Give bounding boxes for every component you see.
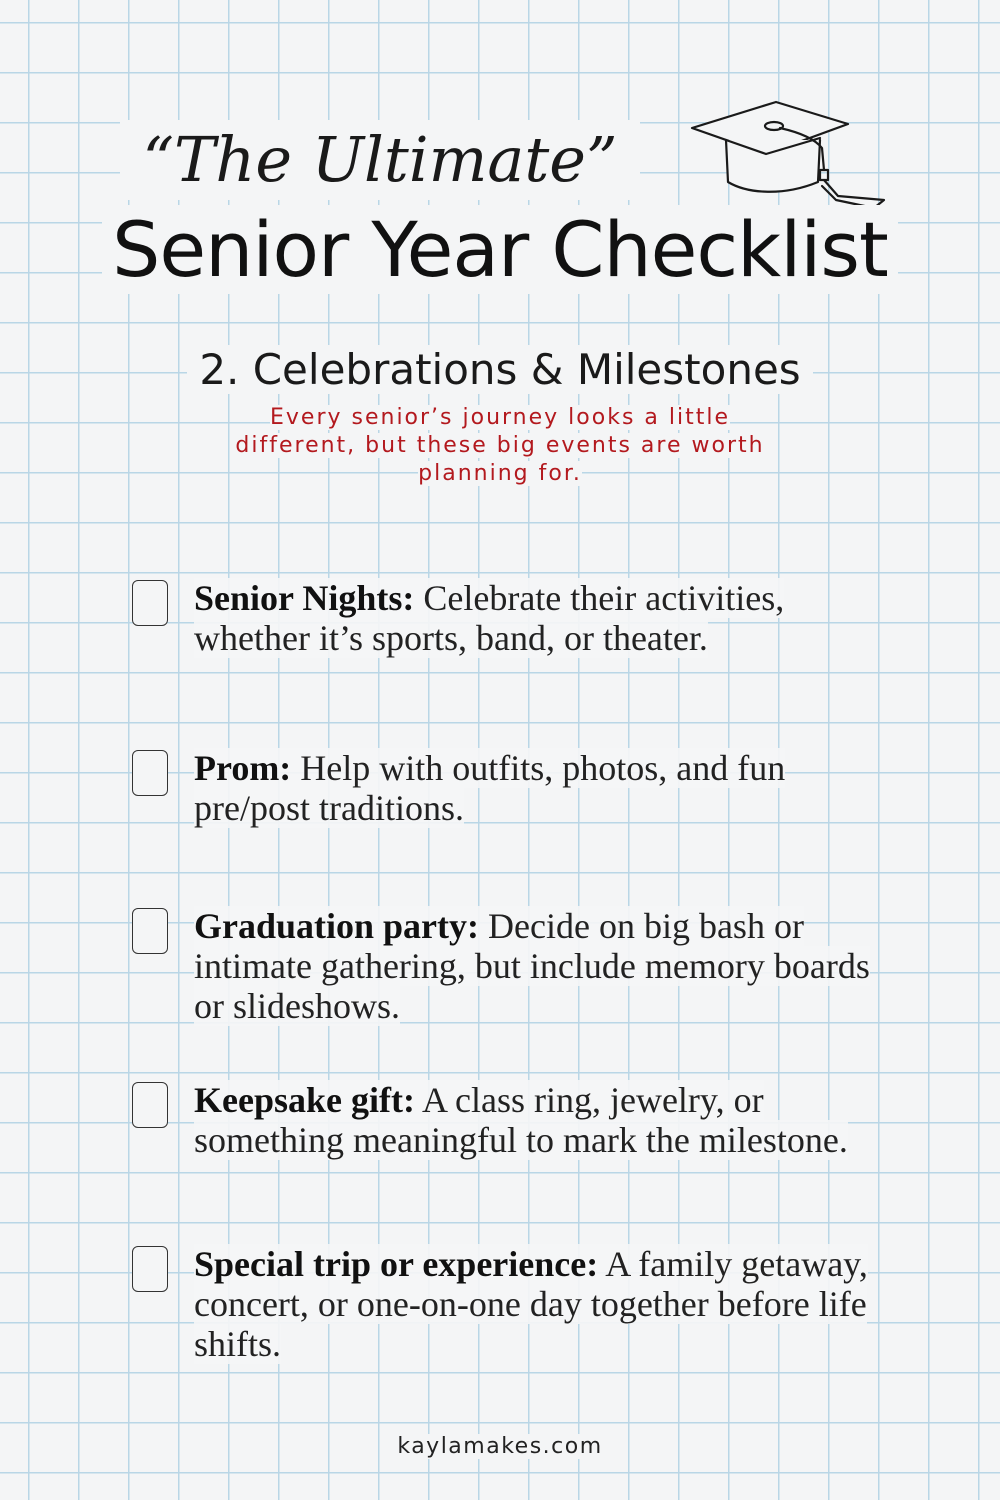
checklist-item-text (194, 748, 884, 828)
graduation-cap-icon (688, 96, 888, 216)
page-title (60, 200, 940, 300)
checkbox[interactable] (132, 580, 168, 626)
item-label: Graduation party: (194, 906, 480, 946)
item-description: Decide on big bash or intimate gathering, but include memory boards or slideshows. (194, 906, 870, 1026)
item-description: Celebrate their activities, whether it’s sports, band, or theater. (194, 578, 785, 658)
item-label: Keepsake gift: (194, 1080, 415, 1120)
section-heading-text: 2. Celebrations & Milestones (187, 345, 812, 394)
checkbox[interactable] (132, 908, 168, 954)
checklist-item-text (194, 578, 884, 658)
checklist-item-text (194, 1244, 884, 1364)
item-label: Senior Nights: (194, 578, 415, 618)
section-intro (230, 404, 770, 488)
item-label: Special trip or experience: (194, 1244, 599, 1284)
page-title-text: Senior Year Checklist (102, 205, 898, 294)
checkbox[interactable] (132, 750, 168, 796)
item-description: A family getaway, concert, or one-on-one day together before life shifts. (194, 1244, 868, 1364)
title-kicker: “The Ultimate” (120, 120, 640, 200)
section-intro-text: Every senior’s journey looks a little different, but these big events are worth planning for. (235, 405, 765, 486)
item-description: Help with outfits, photos, and fun pre/post traditions. (194, 748, 786, 828)
section-heading (0, 340, 1000, 400)
footer-site-text: kaylamakes.com (389, 1434, 610, 1459)
checklist-item-text (194, 1080, 884, 1160)
checkbox[interactable] (132, 1246, 168, 1292)
item-description: A class ring, jewelry, or something meaningful to mark the milestone. (194, 1080, 848, 1160)
checkbox[interactable] (132, 1082, 168, 1128)
footer-site (0, 1432, 1000, 1462)
item-label: Prom: (194, 748, 292, 788)
checklist-item-text (194, 906, 884, 1026)
